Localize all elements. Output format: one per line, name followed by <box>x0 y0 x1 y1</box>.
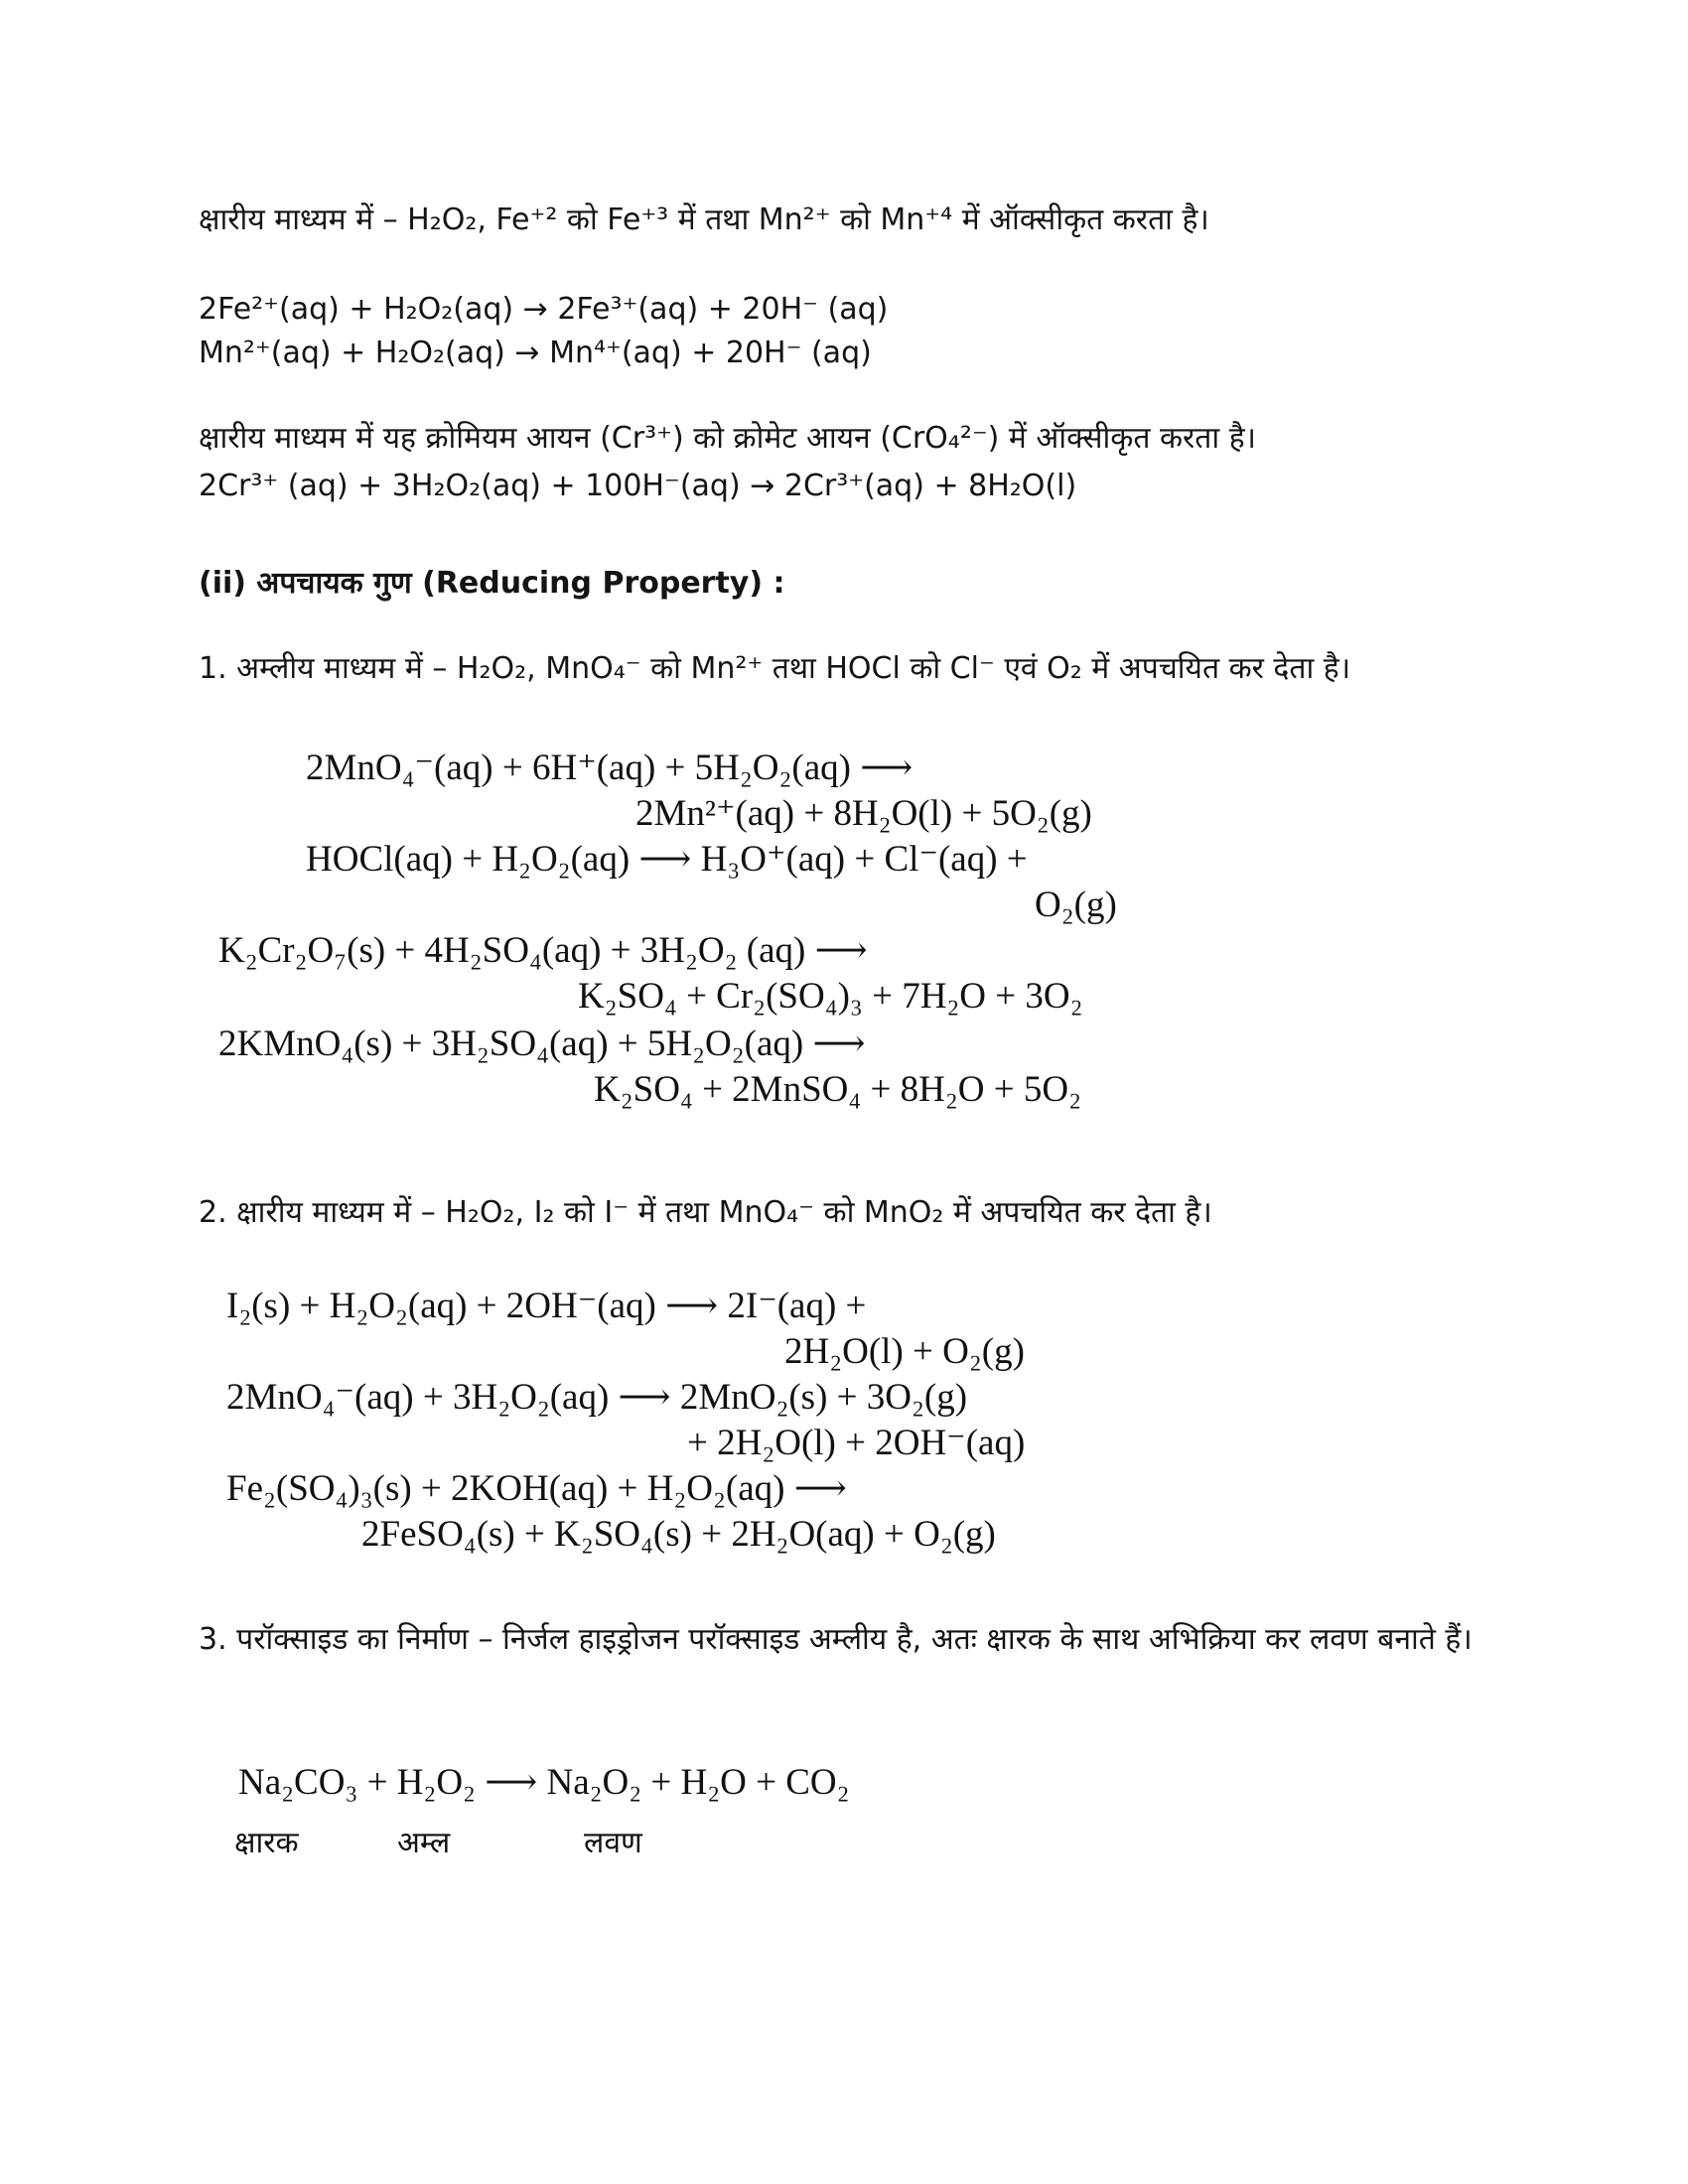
equation-permanganate-alkaline-line1: 2MnO₄⁻(aq) + 3H₂O₂(aq) ⟶ 2MnO₂(s) + 3O₂(g) <box>226 1377 968 1418</box>
label-base: क्षारक <box>234 1826 299 1860</box>
equation-chromium: 2Cr³⁺ (aq) + 3H₂O₂(aq) + 100H⁻(aq) → 2Cr³⁺(aq) + 8H₂O(l) <box>199 469 1077 503</box>
equation-mn-oxidation: Mn²⁺(aq) + H₂O₂(aq) → Mn⁴⁺(aq) + 20H⁻ (aq) <box>199 336 872 370</box>
label-acid: अम्ल <box>397 1826 451 1860</box>
equation-kmno4-line1: 2KMnO₄(s) + 3H₂SO₄(aq) + 5H₂O₂(aq) ⟶ <box>218 1024 866 1064</box>
point3-peroxide-formation-text: 3. परॉक्साइड का निर्माण – निर्जल हाइड्रोजन परॉक्साइड अम्लीय है, अतः क्षारक के साथ अभिक्रिया कर लवण बनाते हैं। <box>199 1622 1473 1657</box>
equation-dichromate-line2: K₂SO₄ + Cr₂(SO₄)₃ + 7H₂O + 3O₂ <box>578 976 1083 1017</box>
chromium-oxidation-text: क्षारीय माध्यम में यह क्रोमियम आयन (Cr³⁺) को क्रोमेट आयन (CrO₄²⁻) में ऑक्सीकृत करता है। <box>199 421 1256 456</box>
equation-dichromate-line1: K₂Cr₂O₇(s) + 4H₂SO₄(aq) + 3H₂O₂ (aq) ⟶ <box>218 930 868 971</box>
equation-permanganate-alkaline-line2: + 2H₂O(l) + 2OH⁻(aq) <box>687 1423 1026 1463</box>
equation-fe-oxidation: 2Fe²⁺(aq) + H₂O₂(aq) → 2Fe³⁺(aq) + 20H⁻ (aq) <box>199 292 889 327</box>
equation-permanganate-acidic-line2: 2Mn²⁺(aq) + 8H₂O(l) + 5O₂(g) <box>635 793 1092 834</box>
equation-iodine-line1: I₂(s) + H₂O₂(aq) + 2OH⁻(aq) ⟶ 2I⁻(aq) + <box>226 1286 867 1326</box>
equation-ferric-sulphate-line1: Fe₂(SO₄)₃(s) + 2KOH(aq) + H₂O₂(aq) ⟶ <box>226 1468 847 1509</box>
equation-sodium-peroxide: Na₂CO₃ + H₂O₂ ⟶ Na₂O₂ + H₂O + CO₂ <box>238 1762 850 1803</box>
alkaline-oxidation-intro: क्षारीय माध्यम में – H₂O₂, Fe⁺² को Fe⁺³ में तथा Mn²⁺ को Mn⁺⁴ में ऑक्सीकृत करता है। <box>199 203 1209 237</box>
point1-acidic-reduction-text: 1. अम्लीय माध्यम में – H₂O₂, MnO₄⁻ को Mn²⁺ तथा HOCl को Cl⁻ एवं O₂ में अपचयित कर देता है। <box>199 651 1351 686</box>
equation-permanganate-acidic-line1: 2MnO₄⁻(aq) + 6H⁺(aq) + 5H₂O₂(aq) ⟶ <box>306 748 914 788</box>
label-salt: लवण <box>584 1826 642 1860</box>
equation-kmno4-line2: K₂SO₄ + 2MnSO₄ + 8H₂O + 5O₂ <box>594 1069 1081 1110</box>
point2-alkaline-reduction-text: 2. क्षारीय माध्यम में – H₂O₂, I₂ को I⁻ में तथा MnO₄⁻ को MnO₂ में अपचयित कर देता है। <box>199 1195 1212 1230</box>
equation-hocl-line2: O₂(g) <box>1035 885 1117 925</box>
reducing-property-heading: (ii) अपचायक गुण (Reducing Property) : <box>199 566 785 601</box>
equation-ferric-sulphate-line2: 2FeSO₄(s) + K₂SO₄(s) + 2H₂O(aq) + O₂(g) <box>361 1514 996 1555</box>
equation-hocl-line1: HOCl(aq) + H₂O₂(aq) ⟶ H₃O⁺(aq) + Cl⁻(aq) + <box>306 839 1028 880</box>
equation-iodine-line2: 2H₂O(l) + O₂(g) <box>784 1331 1025 1372</box>
